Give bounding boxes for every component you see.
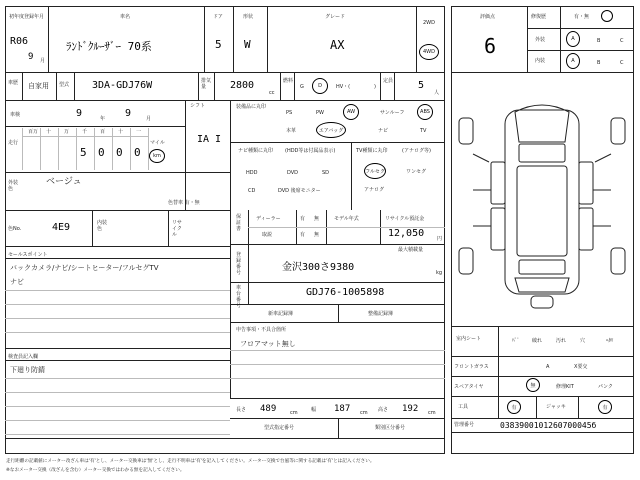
score-value: 6 [484, 34, 497, 58]
drive-2wd-label: 2WD [423, 20, 435, 26]
recycle-amount: 12,050 [388, 228, 425, 239]
chassis-label: 車台番号 [236, 285, 242, 309]
inspector-label: 検査員記入欄 [8, 354, 39, 360]
equipment-item: 本革 [286, 128, 297, 134]
length-unit: cm [290, 410, 298, 416]
exterior-grade-b: B [597, 38, 601, 44]
roof [517, 166, 567, 256]
reg-date-label: 初年度登録年月 [9, 14, 45, 20]
odometer-digit: 5 [80, 146, 87, 159]
left-mirror [473, 154, 489, 162]
manual-yes: 有 [300, 232, 306, 238]
chassis-value: GDJ76-1005898 [306, 287, 385, 298]
mgmt-no: 0383900101260700045б [500, 421, 597, 430]
exterior-label: 外装色 [8, 180, 19, 192]
doors-label: ドア [213, 14, 223, 20]
hood [515, 105, 569, 142]
exterior-grade-label: 外装 [535, 37, 546, 43]
displacement-unit: cc [269, 90, 275, 96]
windshield-replace: X要交 [574, 364, 588, 370]
windshield [519, 144, 565, 162]
jack-label: ジャッキ [546, 404, 566, 410]
width-label: 幅 [311, 407, 317, 413]
odometer-digit-header: 千 [82, 129, 88, 135]
length-value: 489 [260, 404, 277, 414]
nav-dvd-rear: DVD 後席モニター [278, 188, 321, 194]
equipment-item: ナビ [378, 128, 389, 134]
odometer-digit-header: 十 [46, 129, 52, 135]
length-label: 長さ [236, 407, 247, 413]
shift-value: IA I [197, 134, 222, 145]
nav-type-label: ナビ種類に丸印 [238, 148, 274, 154]
grade-value: AX [330, 38, 345, 52]
height-value: 192 [402, 404, 419, 414]
dealer-no: 無 [314, 216, 320, 222]
equipment-item: TV [420, 128, 427, 134]
inspection-month-unit: 月 [146, 116, 152, 122]
nav-dvd: DVD [287, 170, 299, 176]
inspector-line-1: 下廻り防錆 [10, 366, 45, 374]
rear-window [519, 260, 565, 274]
fuel-option-d: D [312, 78, 328, 94]
car-name-label: 車名 [120, 14, 131, 20]
width-value: 187 [334, 404, 351, 414]
reg-month: 9 [28, 52, 34, 62]
inspection-year: 9 [76, 108, 83, 119]
interior-grade-c: C [620, 60, 624, 66]
equipment-label: 装備品に丸印 [236, 104, 267, 110]
tools-yes-circle: 有 [507, 400, 521, 414]
width-unit: cm [360, 410, 368, 416]
right-rear-wheel [611, 248, 625, 274]
sales-point-line-2: ナビ [10, 278, 24, 286]
repair-value: 有・無 [574, 14, 590, 20]
interior-grade-b: B [597, 60, 601, 66]
shape-label: 形状 [243, 14, 254, 20]
inspection-year-unit: 年 [100, 116, 106, 122]
odometer-digit-header: 万 [64, 129, 70, 135]
height-label: 高さ [378, 407, 389, 413]
grade-label: グレード [325, 14, 346, 20]
max-load-unit: kg [436, 270, 443, 276]
inspection-label: 車検 [10, 112, 21, 118]
equipment-airbag-circle: エアバッグ [316, 122, 346, 138]
tv-type-note: (アナログ等) [402, 148, 431, 154]
color-change-label: 色替車 有・無 [168, 200, 200, 206]
main-form-frame [5, 6, 445, 454]
equipment-item: PW [316, 110, 324, 116]
shift-label: シフト [190, 103, 206, 109]
manual-no: 無 [314, 232, 320, 238]
doors-value: 5 [215, 38, 222, 51]
spare-puncture: パンク [598, 384, 613, 390]
exterior-grade-c: C [620, 38, 624, 44]
category-label: 類別区分番号 [375, 425, 406, 431]
model-year-label: モデル年式 [334, 216, 359, 222]
report-text: フロアマット無し [240, 340, 296, 348]
tv-type-label: TV種類に丸印 [356, 148, 388, 154]
equipment-item: サンルーフ [380, 110, 405, 116]
score-label: 評価点 [480, 14, 496, 20]
fuel-label: 燃料 [283, 78, 294, 84]
height-unit: cm [428, 410, 436, 416]
plate-value: 金沢300さ9380 [282, 262, 355, 273]
sales-point-line-1: バックカメラ/ナビ/シートヒーター/フルセグTV [10, 264, 159, 272]
recycle-unit: 円 [437, 236, 443, 242]
windshield-label: フロントガラス [454, 364, 489, 370]
right-front-door [579, 162, 593, 204]
exterior-grade-a: A [566, 31, 580, 47]
color-no-value: 4E9 [52, 222, 71, 233]
mile-label: マイル [150, 140, 165, 146]
model-label: 型式 [59, 82, 70, 88]
fuel-option-close: ) [374, 84, 376, 90]
warranty-label: 保証書 [236, 214, 242, 232]
seat-option: ﾍﾀﾘ [606, 338, 614, 344]
new-car-record-label: 新車記録簿 [268, 311, 294, 317]
footer-line-1: 走行距離の記載値にメーター改ざん車は'有'とし、メーター交換車は'無'とし、走行不明車は'有'を記入してください。メーター交換で台風等に関する記載は'有'とは記入ください。 [6, 459, 375, 464]
displacement-label: 排気量 [201, 78, 212, 90]
odometer-digit-header: 十 [118, 129, 124, 135]
odometer-label: 走行 [8, 140, 19, 146]
exterior-color: ベージュ [46, 177, 82, 187]
odometer-digit: 0 [116, 146, 123, 159]
report-label: 申告事項・不具合箇所 [236, 327, 287, 333]
odometer-unit-km: km [149, 149, 165, 163]
repair-none-circle [601, 10, 613, 22]
vehicle-damage-diagram [451, 90, 634, 320]
windshield-a: A [546, 364, 550, 370]
car-name: ﾗﾝﾄﾞｸﾙｰｻﾞｰ 70系 [66, 40, 152, 53]
mgmt-label: 管理番号 [454, 422, 475, 428]
max-load-label: 最大積載量 [398, 247, 424, 253]
repair-label: 修復歴 [531, 14, 547, 20]
equipment-item: PS [286, 110, 293, 116]
odometer-digit: 0 [134, 146, 141, 159]
seat-option: 穴 [580, 338, 586, 344]
usage-label: 車歴 [8, 80, 19, 86]
tv-analog: アナログ [364, 187, 385, 193]
right-rear-door [579, 208, 593, 250]
type-spec-label: 型式指定番号 [264, 425, 295, 431]
nav-sd: SD [322, 170, 330, 176]
equipment-aw-circle: AW [343, 104, 359, 120]
recycle-deposit-label: リサイクル預託金 [385, 216, 425, 222]
right-front-wheel [611, 118, 625, 144]
recycle-label: リサイクル [172, 220, 182, 238]
plate-label: 登録番号 [236, 252, 242, 276]
seat-option: 汚れ [556, 338, 567, 344]
nav-type-note: (HDD等は付属品表示) [285, 148, 336, 154]
reg-era-year: R06 [10, 36, 29, 47]
right-side-line [593, 190, 611, 226]
odometer-digit-header: 百万 [28, 129, 39, 135]
dealer-yes: 有 [300, 216, 306, 222]
tools-label: 工具 [458, 404, 469, 410]
color-no-label: 色No. [8, 226, 22, 232]
odometer-digit-header: 一 [136, 129, 142, 135]
fuel-option-g: G [300, 84, 304, 90]
capacity-label: 定員 [383, 78, 394, 84]
left-front-door [491, 162, 505, 204]
interior-grade-label: 内装 [535, 58, 546, 64]
rear-panel [515, 278, 569, 292]
tv-oneseg: ワンセグ [406, 169, 427, 175]
displacement-value: 2800 [230, 80, 255, 91]
inspection-month: 9 [125, 108, 132, 119]
left-rear-door [491, 208, 505, 250]
right-mirror [595, 154, 611, 162]
jack-yes-circle: 有 [598, 400, 612, 414]
spare-repair-kit: 修理KIT [556, 384, 574, 390]
shape-value: W [244, 38, 251, 51]
maintenance-record-label: 整備記録簿 [368, 311, 394, 317]
left-side-line [473, 190, 491, 226]
seat-option: ﾊﾟﾞ [512, 338, 520, 344]
interior-color-label: 内装色 [97, 220, 108, 232]
usage-value: 自家用 [28, 82, 49, 90]
drive-4wd-circle: 4WD [419, 44, 439, 60]
left-front-wheel [459, 118, 473, 144]
seat-label: 室内シート [456, 336, 482, 342]
spare-tire [531, 296, 553, 308]
spare-none-circle: 無 [526, 378, 540, 392]
odometer-digit: 0 [98, 146, 105, 159]
tv-fullseg-circle: フルセグ [364, 163, 386, 179]
capacity-value: 5 [418, 80, 425, 91]
interior-grade-a: A [566, 53, 580, 69]
seat-option: 破れ [532, 338, 543, 344]
fuel-option-hv: HV・( [336, 84, 351, 90]
manual-label: 取説 [262, 232, 273, 238]
car-body-outline [505, 110, 579, 294]
footer-line-2: ※なおメーター交換（改ざんを含む）メーター交換ではわかる無を記入してください。 [6, 468, 185, 473]
nav-hdd: HDD [246, 170, 258, 176]
left-rear-wheel [459, 248, 473, 274]
model-value: 3DA-GDJ76W [92, 80, 153, 91]
capacity-unit: 人 [434, 90, 440, 96]
sales-point-label: セールスポイント [8, 252, 48, 258]
dealer-label: ディーラー [256, 216, 281, 222]
equipment-abs-circle: ABS [417, 104, 433, 120]
spare-tire-label: スペアタイヤ [454, 384, 484, 390]
nav-cd: CD [248, 188, 256, 194]
odometer-digit-header: 百 [100, 129, 106, 135]
reg-month-unit: 月 [40, 58, 46, 64]
